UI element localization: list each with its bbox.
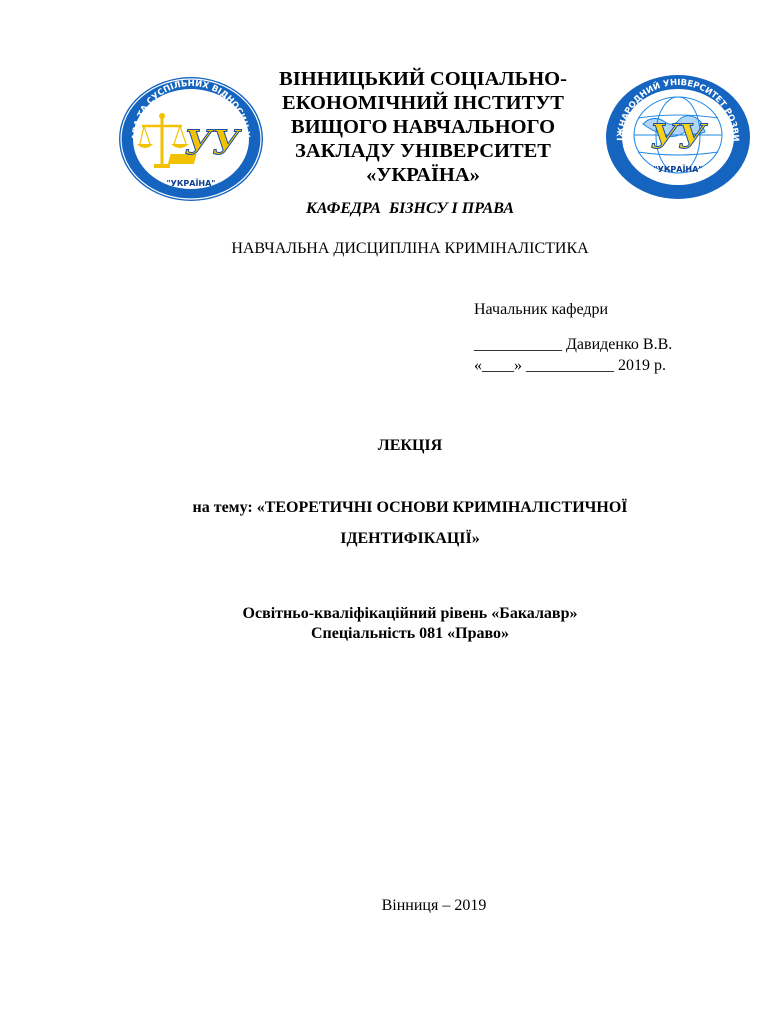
right-logo-monogram: УУ xyxy=(650,117,706,157)
qualification-level: Освітньо-кваліфікаційний рівень «Бакалавр» xyxy=(242,605,578,622)
approval-date-line: «____» ___________ 2019 р. xyxy=(474,357,666,374)
university-seal-icon xyxy=(603,72,753,202)
institute-title-line: «УКРАЇНА» xyxy=(366,164,480,186)
approval-title: Начальник кафедри xyxy=(474,301,609,318)
left-logo-bottom-text: "УКРАЇНА" xyxy=(166,179,216,188)
approval-block xyxy=(474,299,672,376)
institute-title-line: ВИЩОГО НАВЧАЛЬНОГО xyxy=(290,116,556,138)
approval-signature-line: ___________ Давиденко В.В. xyxy=(474,336,673,353)
right-logo-ring-text: ІЖНАРОДНИЙ УНІВЕРСИТЕТ РОЗВИ xyxy=(615,77,741,142)
department-name: КАФЕДРА БІЗНСУ І ПРАВА xyxy=(306,200,514,217)
right-logo-bottom-text: "УКРАЇНА" xyxy=(653,165,703,174)
qualification-block xyxy=(0,604,768,644)
lecture-label: ЛЕКЦІЯ xyxy=(377,437,443,454)
law-seal-icon xyxy=(116,74,266,204)
institute-title-line: ЗАКЛАДУ УНІВЕРСИТЕТ xyxy=(295,140,551,162)
left-logo-ring-text: АВА ТА СУСПІЛЬНИХ ВІДНОСИН У xyxy=(130,78,252,141)
institute-title-line: ВІННИЦЬКИЙ СОЦІАЛЬНО- xyxy=(279,68,567,90)
lecture-topic-line: ІДЕНТИФІКАЦІЇ» xyxy=(340,530,480,547)
city-year: Вінниця – 2019 xyxy=(381,897,487,914)
institute-law-logo xyxy=(116,74,266,204)
university-logo xyxy=(603,72,753,202)
discipline-name: НАВЧАЛЬНА ДИСЦИПЛІНА КРИМІНАЛІСТИКА xyxy=(231,240,589,257)
left-logo-monogram: УУ xyxy=(184,123,240,163)
institute-title-line: ЕКОНОМІЧНИЙ ІНСТИТУТ xyxy=(282,92,564,114)
lecture-topic xyxy=(100,492,720,554)
lecture-topic-line: на тему: «ТЕОРЕТИЧНІ ОСНОВИ КРИМІНАЛІСТИЧНОЇ xyxy=(192,499,628,516)
specialty: Спеціальність 081 «Право» xyxy=(310,625,510,642)
spacer xyxy=(474,320,672,334)
institute-title xyxy=(262,67,584,187)
